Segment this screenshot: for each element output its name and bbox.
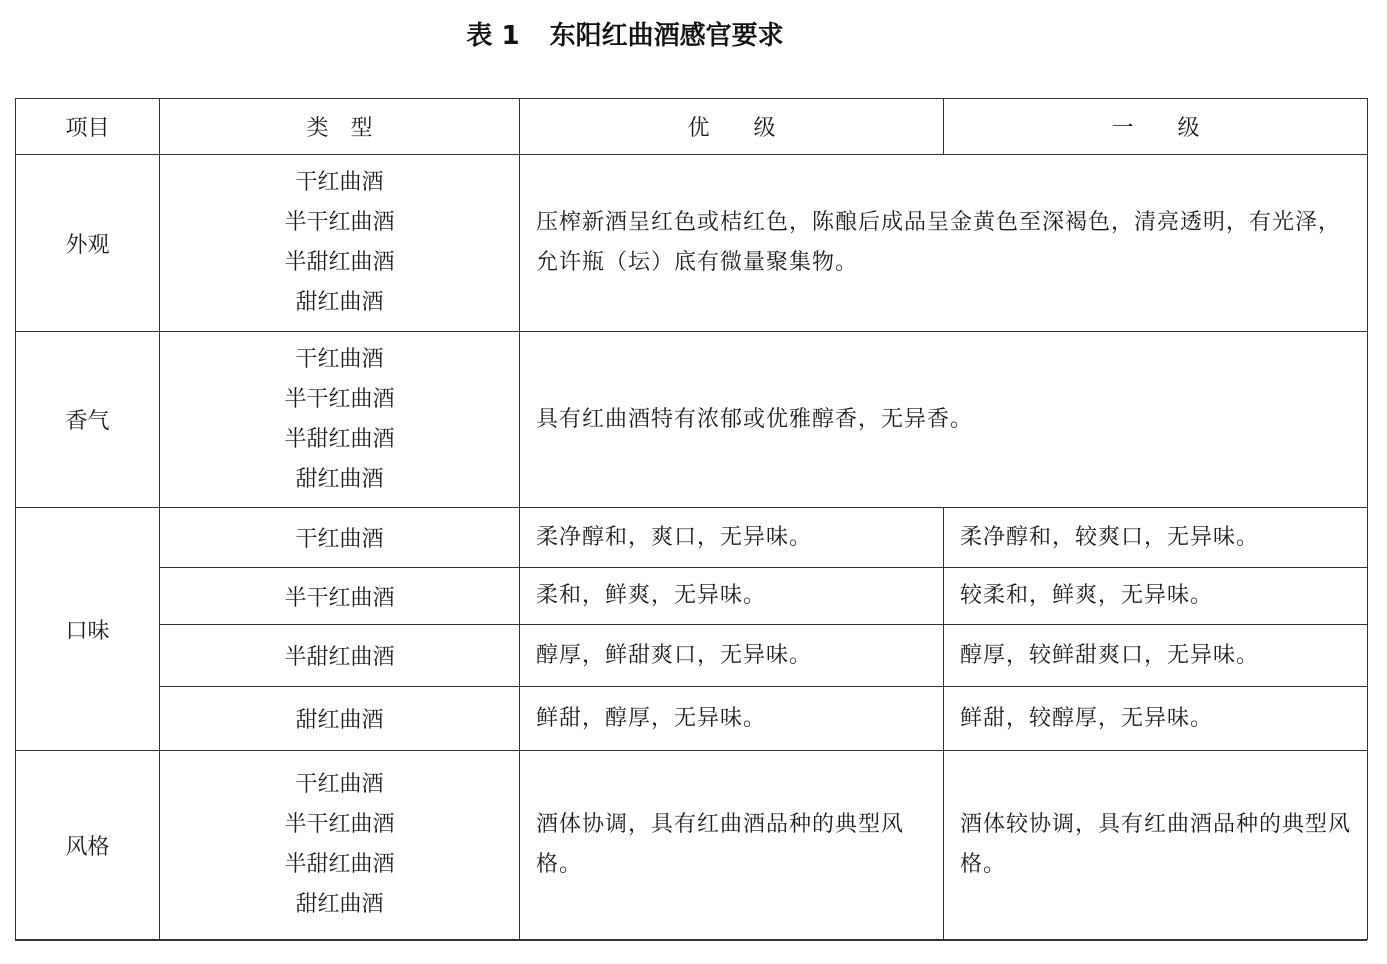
table-title: 东阳红曲酒感官要求 xyxy=(549,21,784,51)
type-dry: 干红曲酒 xyxy=(295,346,384,372)
aroma-requirement: 具有红曲酒特有浓郁或优雅醇香，无异香。 xyxy=(520,332,1368,508)
row-label-aroma: 香气 xyxy=(16,332,160,508)
sensory-requirements-table xyxy=(15,98,1368,940)
type-sweet: 甜红曲酒 xyxy=(295,290,384,315)
type-semi-dry: 半干红曲酒 xyxy=(284,210,395,235)
type-semi-sweet: 半甜红曲酒 xyxy=(284,852,395,877)
style-first: 酒体较协调，具有红曲酒品种的典型风格。 xyxy=(944,751,1368,940)
type-semi-sweet: 半甜红曲酒 xyxy=(284,426,395,452)
taste-premium: 醇厚，鲜甜爽口，无异味。 xyxy=(520,625,944,687)
taste-type: 半干红曲酒 xyxy=(160,568,520,625)
row-label-taste: 口味 xyxy=(16,508,160,751)
type-list xyxy=(160,155,520,332)
table-caption xyxy=(0,16,1250,56)
type-semi-sweet: 半甜红曲酒 xyxy=(284,250,395,275)
header-premium-grade: 优 级 xyxy=(520,99,944,155)
appearance-requirement: 压榨新酒呈红色或桔红色，陈酿后成品呈金黄色至深褐色，清亮透明，有光泽，允许瓶（坛）底有微量聚集物。 xyxy=(520,155,1368,332)
taste-type: 干红曲酒 xyxy=(160,508,520,568)
row-appearance xyxy=(16,155,1368,332)
taste-premium: 柔净醇和，爽口，无异味。 xyxy=(520,508,944,568)
row-taste-semi-sweet xyxy=(16,625,1368,687)
type-sweet: 甜红曲酒 xyxy=(295,466,384,492)
type-sweet: 甜红曲酒 xyxy=(295,892,384,917)
header-item: 项目 xyxy=(16,99,160,155)
style-premium: 酒体协调，具有红曲酒品种的典型风格。 xyxy=(520,751,944,940)
taste-type: 半甜红曲酒 xyxy=(160,625,520,687)
table-header-row xyxy=(16,99,1368,155)
row-label-appearance: 外观 xyxy=(16,155,160,332)
table-number: 表 1 xyxy=(466,21,520,51)
taste-premium: 鲜甜，醇厚，无异味。 xyxy=(520,687,944,751)
taste-first: 较柔和，鲜爽，无异味。 xyxy=(944,568,1368,625)
row-label-style: 风格 xyxy=(16,751,160,940)
taste-first: 鲜甜，较醇厚，无异味。 xyxy=(944,687,1368,751)
taste-first: 醇厚，较鲜甜爽口，无异味。 xyxy=(944,625,1368,687)
row-taste-semi-dry xyxy=(16,568,1368,625)
table-bottom-rule xyxy=(15,939,1367,941)
header-first-grade: 一 级 xyxy=(944,99,1368,155)
type-list xyxy=(160,332,520,508)
row-style xyxy=(16,751,1368,940)
taste-type: 甜红曲酒 xyxy=(160,687,520,751)
taste-first: 柔净醇和，较爽口，无异味。 xyxy=(944,508,1368,568)
type-semi-dry: 半干红曲酒 xyxy=(284,386,395,412)
type-dry: 干红曲酒 xyxy=(295,772,384,797)
type-semi-dry: 半干红曲酒 xyxy=(284,812,395,837)
row-taste-sweet xyxy=(16,687,1368,751)
taste-premium: 柔和，鲜爽，无异味。 xyxy=(520,568,944,625)
type-dry: 干红曲酒 xyxy=(295,170,384,195)
type-list xyxy=(160,751,520,940)
row-taste-dry xyxy=(16,508,1368,568)
row-aroma xyxy=(16,332,1368,508)
header-type: 类 型 xyxy=(160,99,520,155)
